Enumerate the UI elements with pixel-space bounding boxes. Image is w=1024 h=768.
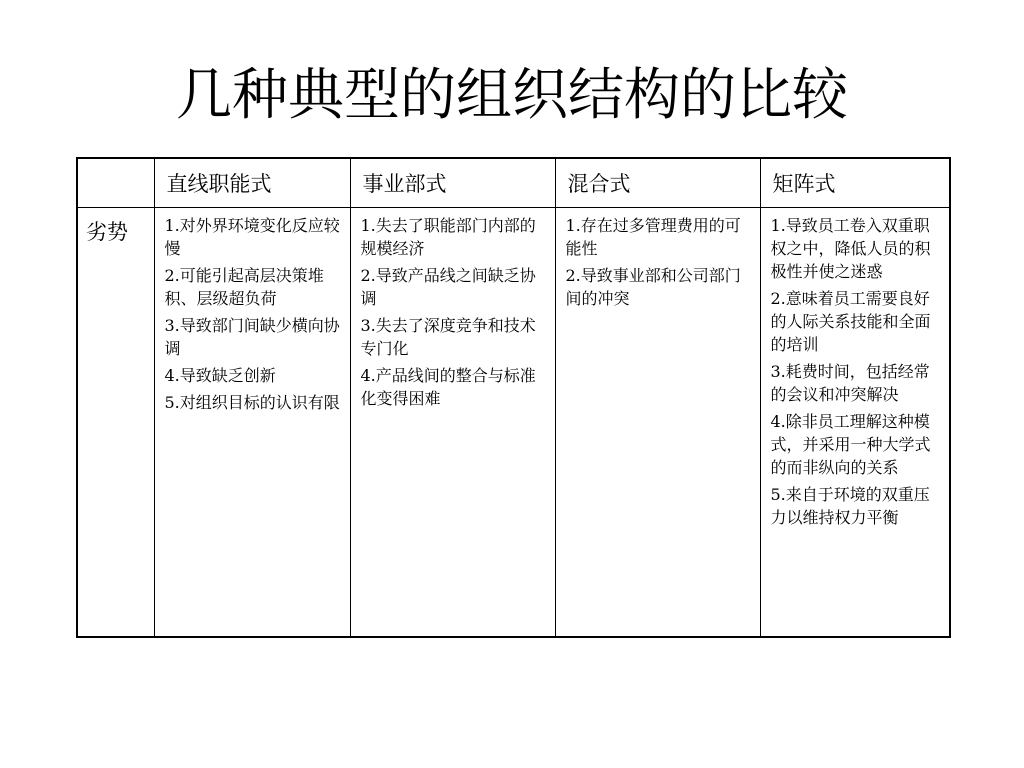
column-header-hybrid: 混合式 <box>555 158 760 208</box>
cell-divisional <box>350 208 555 638</box>
list-item: 4.导致缺乏创新 <box>164 366 276 385</box>
list-item: 1.导致员工卷入双重职权之中，降低人员的积极性并使之迷惑 <box>770 216 931 281</box>
list-item: 2.意味着员工需要良好的人际关系技能和全面的培训 <box>770 289 931 354</box>
cell-hybrid <box>555 208 760 638</box>
list-item: 1.对外界环境变化反应较慢 <box>164 216 340 258</box>
list-item: 4.除非员工理解这种模式，并采用一种大学式的而非纵向的关系 <box>770 412 931 477</box>
list-item: 1.失去了职能部门内部的规模经济 <box>360 216 536 258</box>
list-item: 2.导致事业部和公司部门间的冲突 <box>565 266 741 308</box>
column-header-matrix: 矩阵式 <box>760 158 950 208</box>
list-item: 4.产品线间的整合与标准化变得困难 <box>360 366 536 408</box>
table-row <box>77 208 950 638</box>
row-label-disadvantages: 劣势 <box>77 208 154 638</box>
slide-title: 几种典型的组织结构的比较 <box>176 63 848 128</box>
comparison-table <box>76 157 951 638</box>
column-header-divisional: 事业部式 <box>350 158 555 208</box>
list-item: 5.来自于环境的双重压力以维持权力平衡 <box>770 485 930 527</box>
list-item: 2.导致产品线之间缺乏协调 <box>360 266 536 308</box>
cell-line-functional <box>154 208 350 638</box>
list-item: 3.失去了深度竞争和技术专门化 <box>360 316 536 358</box>
corner-cell <box>77 158 154 208</box>
list-item: 1.存在过多管理费用的可能性 <box>565 216 741 258</box>
list-item: 3.耗费时间，包括经常的会议和冲突解决 <box>770 362 930 404</box>
list-item: 5.对组织目标的认识有限 <box>164 393 340 412</box>
cell-matrix <box>760 208 950 638</box>
list-item: 3.导致部门间缺少横向协调 <box>164 316 340 358</box>
column-header-line-functional: 直线职能式 <box>154 158 350 208</box>
list-item: 2.可能引起高层决策堆积、层级超负荷 <box>164 266 324 308</box>
header-row <box>77 158 950 208</box>
